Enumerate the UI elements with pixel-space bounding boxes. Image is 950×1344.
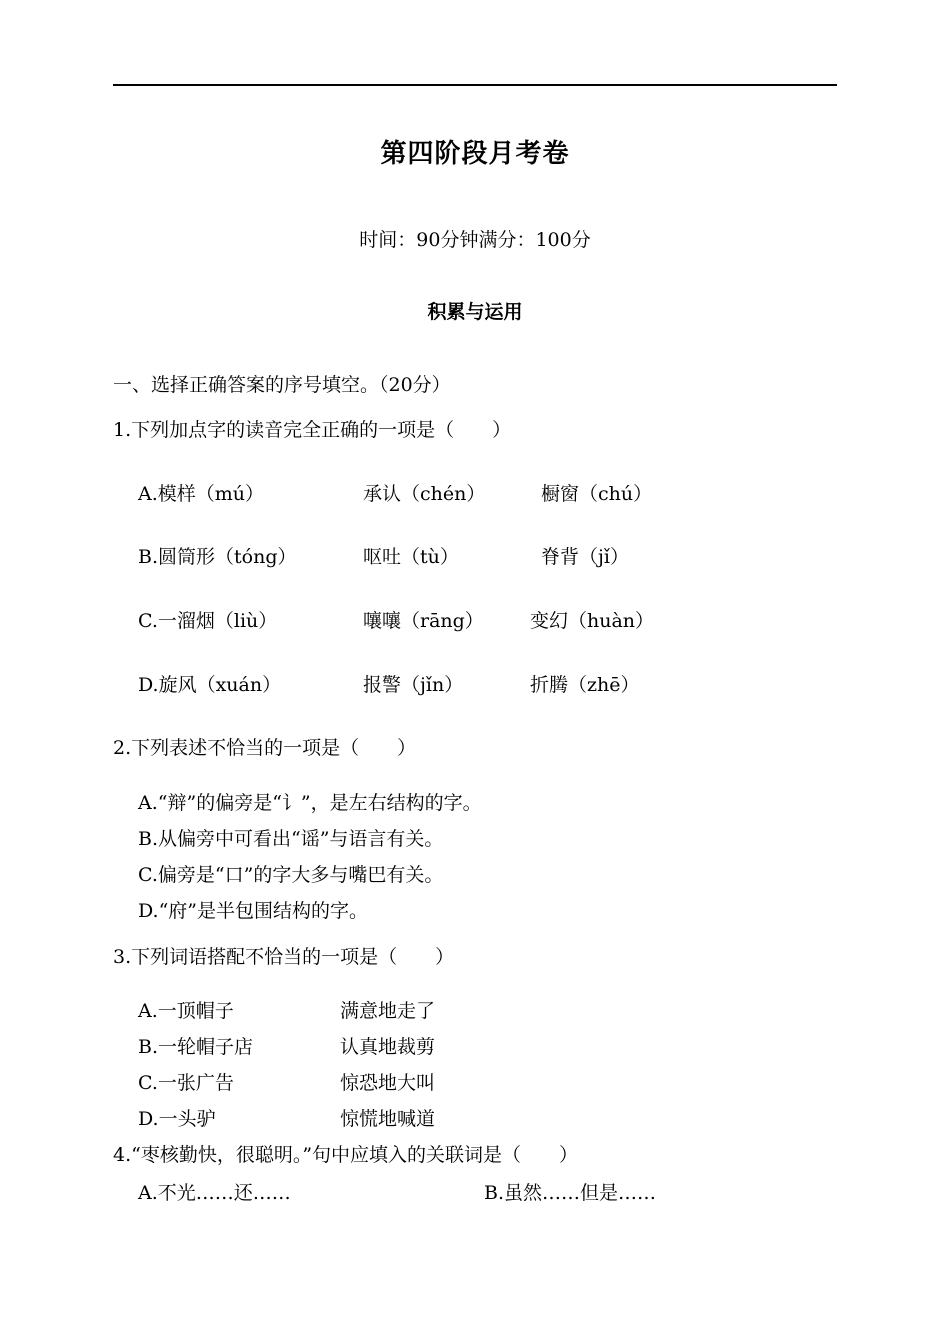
question-2-stem: 2.下列表述不恰当的一项是（ ） xyxy=(113,737,417,759)
question-3-stem: 3.下列词语搭配不恰当的一项是（ ） xyxy=(113,946,455,968)
q2-option-a: A.“辩”的偏旁是“讠”，是左右结构的字。 xyxy=(138,792,482,814)
q4-option-a: A.不光……还…… xyxy=(138,1182,291,1204)
q3-option-d-1: D.一头驴 xyxy=(138,1108,216,1130)
q1-option-a-3: 橱窗（chú） xyxy=(541,483,653,505)
q3-option-c-1: C.一张广告 xyxy=(138,1072,234,1094)
q4-option-b: B.虽然……但是…… xyxy=(484,1182,657,1204)
page-title: 第四阶段月考卷 xyxy=(380,139,570,169)
part-heading: 一、选择正确答案的序号填空。（20分） xyxy=(113,374,451,396)
q2-option-c: C.偏旁是“口”的字大多与嘴巴有关。 xyxy=(138,864,444,886)
q1-option-d-3: 折腾（zhē） xyxy=(530,674,640,696)
q1-option-b-2: 呕吐（tù） xyxy=(363,546,459,568)
question-1-stem: 1.下列加点字的读音完全正确的一项是（ ） xyxy=(113,419,512,441)
q1-option-d-1: D.旋风（xuán） xyxy=(138,674,282,696)
q2-option-d: D.“府”是半包围结构的字。 xyxy=(138,900,369,922)
q1-option-c-2: 嚷嚷（rāng） xyxy=(363,610,484,632)
q2-option-b: B.从偏旁中可看出“谣”与语言有关。 xyxy=(138,828,444,850)
q1-option-b-3: 脊背（jǐ） xyxy=(541,546,629,568)
exam-meta: 时间：90分钟满分：100分 xyxy=(359,229,591,251)
q3-option-d-2: 惊慌地喊道 xyxy=(340,1108,436,1130)
q1-option-d-2: 报警（jǐn） xyxy=(363,674,464,696)
q1-option-a-1: A.模样（mú） xyxy=(138,483,265,505)
q3-option-a-1: A.一顶帽子 xyxy=(138,1000,234,1022)
q1-option-a-2: 承认（chén） xyxy=(363,483,486,505)
question-4-stem: 4.“枣核勤快，很聪明。”句中应填入的关联词是（ ） xyxy=(113,1144,579,1166)
q1-option-c-1: C.一溜烟（liù） xyxy=(138,610,278,632)
section-heading: 积累与运用 xyxy=(427,301,523,323)
q3-option-b-2: 认真地裁剪 xyxy=(340,1036,436,1058)
q3-option-b-1: B.一轮帽子店 xyxy=(138,1036,254,1058)
q1-option-b-1: B.圆筒形（tóng） xyxy=(138,546,297,568)
q1-option-c-3: 变幻（huàn） xyxy=(530,610,655,632)
q3-option-c-2: 惊恐地大叫 xyxy=(340,1072,436,1094)
header-rule xyxy=(113,84,837,86)
q3-option-a-2: 满意地走了 xyxy=(340,1000,436,1022)
